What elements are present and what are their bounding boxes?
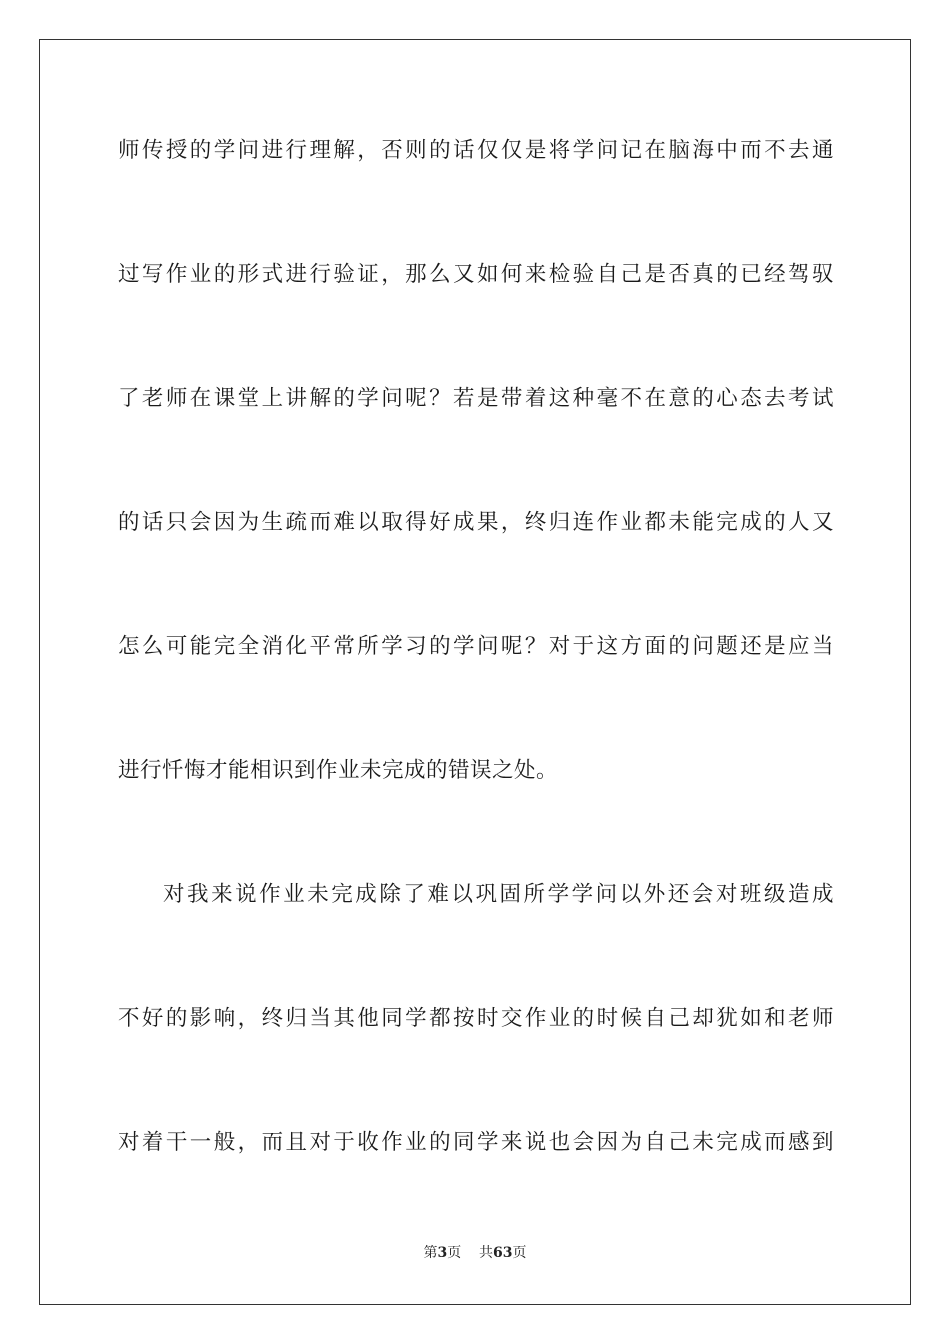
body-text-line: 对着干一般，而且对于收作业的同学来说也会因为自己未完成而感到 [118, 1130, 834, 1155]
total-pages: 63 [493, 1245, 513, 1261]
body-text-line: 了老师在课堂上讲解的学问呢？若是带着这种毫不在意的心态去考试 [118, 386, 834, 411]
page-number: 3 [437, 1245, 448, 1261]
total-label: 共 [479, 1245, 494, 1261]
body-text-line: 的话只会因为生疏而难以取得好成果，终归连作业都未能完成的人又 [118, 510, 834, 535]
body-text-line: 进行忏悔才能相识到作业未完成的错误之处。 [118, 758, 559, 783]
paragraph-first-line: 对我来说作业未完成除了难以巩固所学学问以外还会对班级造成 [163, 882, 834, 907]
total-unit: 页 [512, 1245, 527, 1261]
page-footer [0, 1244, 950, 1262]
body-text-line: 过写作业的形式进行验证，那么又如何来检验自己是否真的已经驾驭 [118, 262, 834, 287]
body-text-line: 不好的影响，终归当其他同学都按时交作业的时候自己却犹如和老师 [118, 1006, 834, 1031]
page-border [39, 39, 911, 1305]
page-unit: 页 [447, 1245, 462, 1261]
body-text-line: 怎么可能完全消化平常所学习的学问呢？对于这方面的问题还是应当 [118, 634, 834, 659]
body-text-line: 师传授的学问进行理解，否则的话仅仅是将学问记在脑海中而不去通 [118, 138, 834, 163]
page-label: 第 [423, 1245, 438, 1261]
